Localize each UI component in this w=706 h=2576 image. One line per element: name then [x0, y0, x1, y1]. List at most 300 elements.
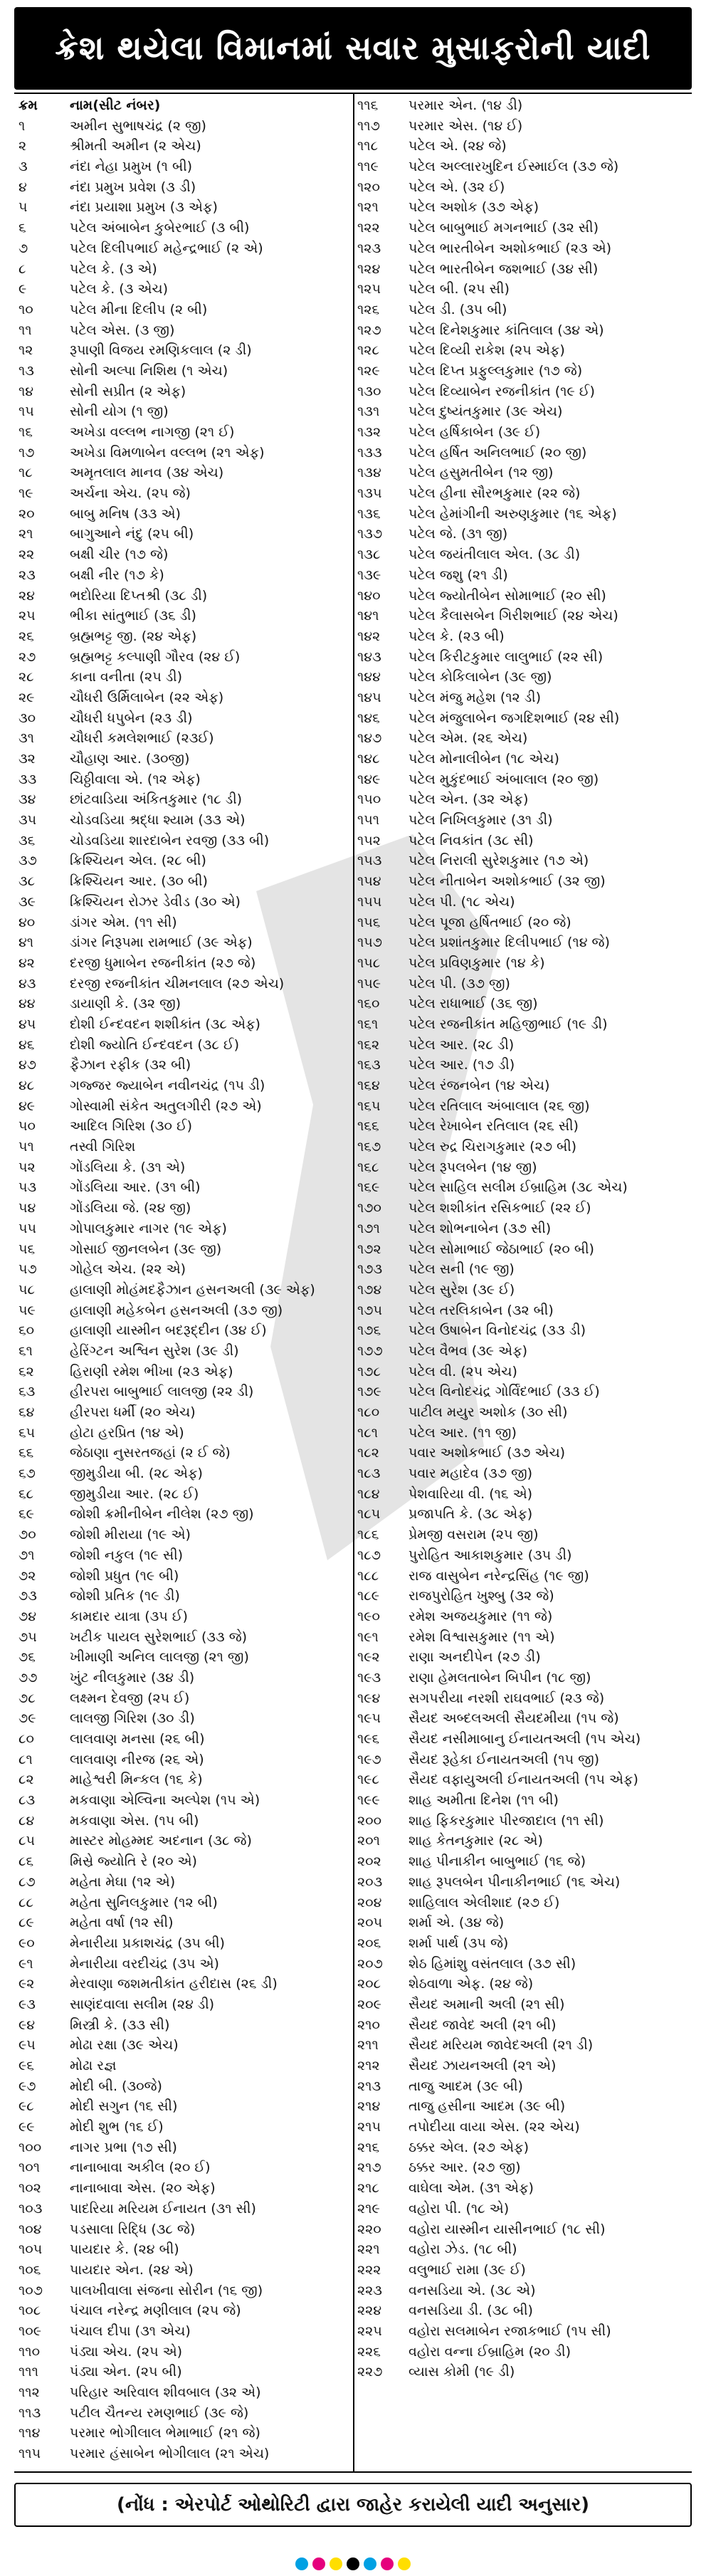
list-item: [357, 1586, 687, 1607]
serial-number: ૨૦૯: [357, 1996, 381, 2012]
list-item: [357, 2239, 687, 2260]
list-item: [357, 1484, 687, 1505]
serial-number: ૬૪: [19, 1404, 35, 1420]
list-item: [357, 1688, 687, 1709]
list-item: [357, 1055, 687, 1076]
serial-number: ૬૫: [19, 1424, 36, 1441]
list-item: [19, 1893, 349, 1913]
serial-number: ૧૮૨: [357, 1445, 379, 1461]
serial-number: ૧૩૭: [357, 526, 383, 542]
passenger-name: સૈયદ રૂહેકા ઈનાયતઅલી (૧૫ જી): [409, 1751, 600, 1767]
list-item: [19, 382, 349, 402]
serial-number: ૭૦: [19, 1527, 36, 1543]
serial-number: ૭૨: [19, 1567, 36, 1584]
list-item: [357, 218, 687, 238]
registration-dot: [398, 2557, 411, 2570]
serial-number: ૯૬: [19, 2058, 34, 2073]
serial-number: ૧૮: [19, 465, 33, 481]
list-item: [357, 2301, 687, 2321]
serial-number: ૧૬: [19, 424, 33, 440]
serial-number: ૧૯: [19, 485, 33, 502]
serial-number: ૯૪: [19, 2017, 36, 2033]
list-item: [19, 1729, 349, 1750]
serial-number: ૨૦૨: [357, 1854, 381, 1870]
passenger-name: પટેલ જશુ (૨૧ ડી): [409, 567, 508, 583]
serial-number: ૧૧૯: [357, 159, 379, 175]
list-item: [357, 1525, 687, 1545]
passenger-name: મકવાણા એસ. (૧૫ બી): [70, 1812, 199, 1829]
passenger-name: ચૌધરી કમલેશભાઈ (૨૩ઈ): [70, 730, 214, 747]
list-item: [19, 1831, 349, 1851]
serial-number: ૧૫૬: [357, 914, 381, 930]
list-item: [357, 1239, 687, 1260]
list-item: [357, 2117, 687, 2138]
passenger-name: રાણા હેમલતાબેન બિપીન (૧૮ જી): [409, 1669, 591, 1686]
list-item: [357, 1954, 687, 1975]
list-item: [19, 565, 349, 586]
serial-number: ૭૬: [19, 1649, 36, 1666]
passenger-name: દરજી રજનીકાંત ચીમનલાલ (૨૭ એચ): [70, 975, 285, 992]
passenger-name: ચૌધરી ધપુબેન (૨૩ ડી): [70, 710, 193, 726]
list-item: [19, 483, 349, 504]
list-item: [19, 1545, 349, 1566]
list-item: [357, 177, 687, 198]
passenger-name: વહોરા સલમાબેન રજાકભાઈ (૧૫ સી): [409, 2323, 611, 2339]
passenger-name: તસ્વી ગિરિશ: [70, 1139, 136, 1155]
passenger-name: હીરપરા બાબુભાઈ લાલજી (૨૨ ડી): [70, 1384, 254, 1400]
serial-number: ૧૮૦: [357, 1404, 380, 1420]
serial-number: ૧૩૬: [357, 505, 381, 522]
list-item: [357, 2035, 687, 2056]
list-item: [19, 1382, 349, 1402]
serial-number: ૭૫: [19, 1629, 37, 1645]
passenger-name: પટેલ મોનાલીબેન (૧૮ એચ): [409, 751, 559, 767]
passenger-name: અર્ચના એચ. (૨૫ જે): [70, 485, 191, 502]
list-item: [19, 953, 349, 974]
serial-number: ૧૮૩: [357, 1466, 381, 1482]
passenger-name: વાઘેલા એમ. (૩૧ એફ): [409, 2180, 534, 2197]
list-item: [19, 1076, 349, 1096]
passenger-name: ગોંડલિયા કે. (૩૧ એ): [70, 1159, 186, 1175]
passenger-name: પટેલ રેખાબેન રતિલાલ (૨૬ સી): [409, 1118, 579, 1135]
list-item: [19, 177, 349, 198]
passenger-name: પટેલ બાબુભાઈ મગનભાઈ (૩૨ સી): [409, 220, 599, 236]
serial-number: ૫૨: [19, 1159, 36, 1175]
serial-number: ૨: [19, 138, 27, 154]
serial-number: ૧૩૦: [357, 383, 381, 399]
serial-number: ૧૩૯: [357, 567, 381, 583]
passenger-name: ડાયાણી કે. (૩૨ જી): [70, 996, 181, 1012]
serial-number: ૮: [19, 261, 26, 277]
serial-number: ૧૪૦: [357, 587, 381, 604]
list-item: [19, 1157, 349, 1178]
passenger-name: વલુભાઈ રામા (૩૯ ઈ): [409, 2261, 526, 2278]
serial-number: ૧૪૮: [357, 751, 380, 767]
serial-number: ૭૧: [19, 1547, 35, 1563]
list-item: [357, 831, 687, 851]
passenger-name: રાજપુરોહિત ખુશ્બુ (૩૨ જે): [409, 1588, 554, 1604]
serial-number: ૫૩: [19, 1179, 37, 1196]
list-item: [19, 831, 349, 851]
serial-number: ૧૧૬: [357, 98, 379, 113]
passenger-name: પડસાલા રિદ્ધિ (૩૮ જે): [70, 2221, 196, 2237]
list-item: [357, 1320, 687, 1341]
passenger-name: વ્યાસ કોમી (૧૯ ડી): [409, 2364, 515, 2380]
passenger-name: ગોસ્વામી સંકેત અતુલગીરી (૨૭ એ): [70, 1098, 262, 1114]
serial-number: ૧૫૫: [357, 893, 382, 910]
passenger-name: પુરોહિત આકાશકુમાર (૩૫ ડી): [409, 1547, 572, 1563]
serial-number: ૧૫૦: [357, 792, 381, 808]
passenger-name: પટેલ સોમાભાઈ જેઠાભાઈ (૨૦ બી): [409, 1241, 594, 1257]
list-item: [19, 789, 349, 810]
list-item: [357, 524, 687, 545]
passenger-name: રાજ વાસુબેન નરેન્દ્રસિંહ (૧૯ જી): [409, 1567, 589, 1584]
serial-number: ૯૩: [19, 1996, 36, 2012]
serial-number: ૧૩: [19, 362, 34, 379]
list-item: [19, 1055, 349, 1076]
passenger-name: ક્રિશ્ચિયન રોઝર ડેવીડ (૩૦ એ): [70, 893, 241, 910]
serial-number: ૭૭: [19, 1669, 38, 1686]
list-item: [19, 749, 349, 769]
serial-number: ૨૦૬: [357, 1935, 381, 1951]
passenger-name: પાયદાર કે. (૨૪ બી): [70, 2241, 179, 2258]
serial-number: ૪૬: [19, 1036, 35, 1053]
list-item: [19, 1607, 349, 1627]
list-item: [19, 401, 349, 422]
passenger-name: પટેલ અલ્લારખુદિન ઈસ્માઈલ (૩૭ જે): [409, 159, 619, 175]
serial-number: ૬૩: [19, 1384, 36, 1400]
serial-number: ૧૪૨: [357, 628, 381, 644]
list-item: [19, 810, 349, 831]
passenger-name: પટેલ અંબાબેન કુબેરભાઈ (૩ બી): [70, 220, 250, 236]
registration-dot: [364, 2557, 376, 2570]
passenger-name: ચિઠ્ઠીવાલા એ. (૧૨ એફ): [70, 771, 201, 787]
passenger-name: પાયદાર એન. (૨૪ એ): [70, 2261, 194, 2278]
passenger-name: પટેલ હર્ષિકાબેન (૩૯ ઈ): [409, 424, 541, 440]
list-item: [357, 1872, 687, 1893]
passenger-name: ઠક્કર એલ. (૨૭ એફ): [409, 2139, 529, 2155]
passenger-name: પટેલ રંજનબેન (૧૪ એચ): [409, 1078, 550, 1093]
passenger-name: સૈયદ વફાયુઅલી ઈનાયતઅલી (૧૫ એફ): [409, 1772, 638, 1788]
passenger-name: પટેલ સાહિલ સલીમ ઈબ્રાહિમ (૩૮ એચ): [409, 1179, 628, 1196]
passenger-name: વહોરા યાસ્મીન યાસીનભાઈ (૧૮ સી): [409, 2221, 606, 2237]
serial-number: ૨૨૪: [357, 2303, 382, 2319]
passenger-name: પટેલ પી. (૧૮ એચ): [409, 893, 515, 910]
serial-number: ૧૯૬: [357, 1731, 380, 1747]
passenger-name: આદિલ ગિરિશ (૩૦ ઈ): [70, 1118, 193, 1135]
list-item: [357, 2056, 687, 2076]
passenger-name: પટેલ રજનીકાંત મહિજીભાઈ (૧૯ ડી): [409, 1016, 608, 1032]
passenger-name: મેનારીયા પ્રકાશચંદ્ર (૩૫ બી): [70, 1935, 225, 1951]
serial-number: ૧૫૮: [357, 955, 381, 971]
passenger-name: દરજી ધુમાબેન રજનીકાંત (૨૭ જે): [70, 955, 256, 971]
serial-number: ૨૧૯: [357, 2200, 380, 2217]
list-item: [357, 259, 687, 280]
serial-number: ૨૧૩: [357, 2078, 381, 2094]
passenger-name: હાલાણી યાસ્મીન બદરૂદ્દીન (૩૪ ઈ): [70, 1323, 267, 1339]
serial-number: ૨૯: [19, 689, 35, 705]
serial-number: ૫૯: [19, 1302, 36, 1318]
list-item: [19, 1688, 349, 1709]
serial-number: ૧૮૯: [357, 1588, 380, 1604]
serial-number: ૨૨૨: [357, 2261, 381, 2278]
serial-number: ૫૧: [19, 1139, 34, 1155]
list-item: [357, 2157, 687, 2178]
list-item: [19, 1647, 349, 1668]
passenger-name: શાહ રૂપલબેન પીનાકીનભાઈ (૧૬ એચ): [409, 1873, 621, 1890]
list-item: [19, 2444, 349, 2464]
passenger-name: પંડ્યા એન. (૨૫ બી): [70, 2364, 182, 2380]
serial-number: ૧૭૯: [357, 1384, 381, 1400]
list-item: [357, 994, 687, 1014]
serial-number: ૧૧૭: [357, 117, 380, 134]
list-item: [19, 116, 349, 137]
passenger-name: તાજુ હસીના આદમ (૩૯ બી): [409, 2098, 566, 2115]
list-item: [19, 1423, 349, 1444]
list-item: [357, 871, 687, 892]
passenger-name: પટેલ રૂપલબેન (૧૪ જી): [409, 1159, 537, 1175]
passenger-name: શર્મા એ. (૩૪ જે): [409, 1915, 505, 1931]
passenger-name: શાહ અમીતા દિનેશ (૧૧ બી): [409, 1792, 559, 1809]
list-item: [357, 1607, 687, 1627]
passenger-name: બાબુ મનિષ (૩૩ એ): [70, 505, 181, 522]
passenger-name: લક્ષ્મન દેવજી (૨૫ ઈ): [70, 1690, 190, 1706]
serial-number: ૧૯૪: [357, 1690, 381, 1706]
list-item: [357, 1116, 687, 1137]
passenger-name: પ્રજાપતિ કે. (૩૮ એફ): [409, 1506, 533, 1523]
passenger-name: પટેલ દિવ્યાબેન રજનીકાંત (૧૯ ઈ): [409, 383, 595, 399]
serial-number: ૬૭: [19, 1466, 36, 1482]
list-item: [19, 2096, 349, 2117]
serial-number: ૯૨: [19, 1976, 35, 1992]
passenger-name: સોની યોગ (૧ જી): [70, 404, 169, 420]
passenger-name: ગજ્જર જ્યાબેન નવીનચંદ્ર (૧૫ ડી): [70, 1078, 265, 1093]
serial-number: ૧૯૫: [357, 1710, 381, 1727]
left-column: [14, 94, 353, 2471]
list-item: [357, 1974, 687, 1994]
passenger-name: શાહિલાલ એલીશાદ (૨૭ ઈ): [409, 1894, 560, 1910]
serial-number: ૧૫૩: [357, 853, 382, 869]
list-item: [357, 382, 687, 402]
serial-number: ૧૮૬: [357, 1527, 379, 1543]
serial-number: ૧૨૩: [357, 240, 381, 256]
list-item: [19, 892, 349, 913]
list-item: [19, 2015, 349, 2036]
list-item: [19, 443, 349, 463]
serial-number: ૨૫: [19, 608, 36, 624]
passenger-name: હેરિંગ્ટન અશ્વિન સુરેશ (૩૯ ડી): [70, 1342, 239, 1359]
serial-number: ૨૨૩: [357, 2282, 382, 2298]
list-item: [19, 1668, 349, 1688]
list-item: [357, 2178, 687, 2199]
list-item: [19, 238, 349, 259]
passenger-name: પટેલ સુરેશ (૩૯ ઈ): [409, 1281, 515, 1298]
serial-number: ૩૭: [19, 853, 37, 869]
list-item: [19, 340, 349, 361]
passenger-name: પટેલ નિવકાંત (૩૮ સી): [409, 832, 534, 848]
passenger-name: પટેલ દિવ્યી રાકેશ (૨૫ એફ): [409, 342, 565, 359]
passenger-name: હોટા હરપ્રિત (૧૪ એ): [70, 1424, 184, 1441]
list-item: [357, 1566, 687, 1587]
serial-number: ૧૦: [19, 301, 33, 317]
list-item: [357, 892, 687, 913]
passenger-name: વહોરા વન્ના ઈબ્રાહિમ (૨૦ ડી): [409, 2343, 571, 2360]
passenger-name: પટેલ પૂજા હર્ષિતભાઈ (૨૦ જે): [409, 914, 571, 930]
serial-number: ૨૦૧: [357, 1833, 380, 1849]
serial-number: ૬૧: [19, 1342, 33, 1359]
list-item: [19, 1484, 349, 1505]
passenger-name: બ્રહ્મભટ્ટ કલ્પાણી ગૌરવ (૨૪ ઈ): [70, 648, 241, 665]
list-item: [357, 238, 687, 259]
passenger-name: દોશી જ્યોતિ ઈન્દવદન (૩૮ ઈ): [70, 1036, 240, 1053]
passenger-name: પટેલ વી. (૨૫ એચ): [409, 1363, 517, 1379]
serial-number: ૧૯૮: [357, 1772, 380, 1788]
passenger-name: સોની અલ્પા નિશિથ (૧ એચ): [70, 362, 228, 379]
serial-number: ૪૯: [19, 1098, 36, 1114]
list-item: [357, 1913, 687, 1933]
serial-number: ૧૧૫: [19, 2446, 41, 2462]
list-item: [19, 259, 349, 280]
passenger-name: મોદી સગુન (૧૬ સી): [70, 2098, 178, 2115]
list-item: [19, 504, 349, 525]
list-item: [357, 1933, 687, 1954]
passenger-name: પટેલ જે. (૩૧ જી): [409, 526, 508, 542]
list-item: [357, 749, 687, 769]
passenger-name: બ્રહ્મભટ્ટ જી. (૨૪ એફ): [70, 628, 197, 644]
passenger-name: ફૈઝાન રફીક (૩૨ બી): [70, 1057, 191, 1073]
list-item: [357, 2281, 687, 2301]
serial-number: ૩૮: [19, 873, 36, 890]
passenger-name: પટેલ શોભનાબેન (૩૭ સી): [409, 1220, 552, 1236]
serial-number: ૨૦૪: [357, 1894, 382, 1910]
passenger-name: પટેલ હેમાંગીની અરુણકુમાર (૧૬ એફ): [409, 505, 617, 522]
list-item: [357, 688, 687, 708]
passenger-name: જીમુડીયા આર. (૨૮ ઈ): [70, 1486, 199, 1502]
passenger-name: પટેલ એ. (૨૪ જે): [409, 138, 507, 154]
serial-number: ૩૯: [19, 893, 36, 910]
passenger-name: ચોડવડિયા શ્રદ્ધા શ્યામ (૩૩ એ): [70, 812, 246, 829]
list-item: [357, 708, 687, 729]
serial-number: ૮૬: [19, 1854, 34, 1870]
passenger-name: અમીન સુભાષચંદ્ર (૨ જી): [70, 117, 206, 134]
list-item: [357, 2199, 687, 2219]
list-item: [357, 361, 687, 382]
list-item: [357, 1137, 687, 1157]
passenger-name: પટેલ હર્ષિત અનિલભાઈ (૨૦ જી): [409, 444, 587, 461]
list-item: [357, 647, 687, 668]
passenger-name: ગોંડલિયા આર. (૩૧ બી): [70, 1179, 201, 1196]
passenger-name: પટેલ કોકિલાબેન (૩૯ જી): [409, 669, 552, 685]
list-item: [19, 197, 349, 218]
passenger-name: જોશી મીરાયા (૧૯ એ): [70, 1527, 191, 1543]
serial-number: ૧૩૧: [357, 404, 380, 420]
passenger-name: પટેલ પ્રશાંતકુમાર દિલીપભાઈ (૧૪ જે): [409, 935, 610, 951]
passenger-name: પટેલ મુકુંદભાઈ અંબાલાલ (૨૦ જી): [409, 771, 599, 787]
list-item: [19, 1790, 349, 1811]
serial-number: ૧૭૩: [357, 1261, 383, 1278]
serial-number: ૧૧૧: [19, 2364, 38, 2380]
serial-number: ૧૮૪: [357, 1486, 380, 1502]
passenger-name: શાહ કેતનકુમાર (૨૮ એ): [409, 1833, 543, 1849]
passenger-name: પટેલ આર. (૧૭ ડી): [409, 1057, 515, 1073]
serial-number: ૩૩: [19, 771, 37, 787]
passenger-name: ક્રિશ્ચિયન આર. (૩૦ બી): [70, 873, 208, 890]
passenger-name: શર્મા પાર્થ (૩૫ જે): [409, 1935, 509, 1951]
passenger-name: પંડ્યા એચ. (૨૫ એ): [70, 2343, 183, 2360]
serial-number: ૧૯૧: [357, 1629, 379, 1645]
list-item: [357, 1994, 687, 2015]
serial-number: ૬૦: [19, 1323, 35, 1339]
serial-number: ૧૩૨: [357, 424, 381, 440]
serial-number: ૪૪: [19, 996, 36, 1012]
list-item: [19, 586, 349, 606]
passenger-name: શેઠ હિમાંશુ વસંતલાલ (૩૭ સી): [409, 1955, 576, 1972]
passenger-name: રાણા અનદીપેન (૨૭ ડી): [409, 1649, 541, 1666]
passenger-name: વહોરા પી. (૧૮ એ): [409, 2200, 510, 2217]
passenger-name: મોદી શુભ (૧૬ ઈ): [70, 2119, 164, 2135]
passenger-name: હિરાણી રમેશ ભીખા (૨૩ એફ): [70, 1363, 233, 1379]
list-item: [357, 197, 687, 218]
serial-number: ૧૬૫: [357, 1098, 381, 1114]
list-item: [19, 1300, 349, 1321]
list-item: [357, 1627, 687, 1648]
passenger-name: તપોદીયા વાયા એસ. (૨૨ એચ): [409, 2119, 580, 2135]
serial-number: ૨૦૫: [357, 1915, 383, 1931]
passenger-name: મિસ્ત્રી કે. (૩૩ સી): [70, 2017, 170, 2033]
passenger-name: પંચાલ નરેન્દ્ર મણીલાલ (૨૫ જે): [70, 2303, 241, 2319]
list-item: [19, 361, 349, 382]
list-item: [19, 1198, 349, 1219]
passenger-name: પટેલ મંજુલાબેન જગદિશભાઈ (૨૪ સી): [409, 710, 620, 726]
serial-number: ૨૦૩: [357, 1873, 383, 1890]
passenger-name: જોશી ક્રમીનીબેન નીલેશ (૨૭ જી): [70, 1506, 254, 1523]
list-item: [357, 422, 687, 443]
passenger-name: પાલખીવાલા સંજના સોરીન (૧૬ જી): [70, 2282, 263, 2298]
passenger-name: પટેલ દિપ્ત પ્રફુલ્લકુમાર (૧૭ જે): [409, 362, 583, 379]
serial-number: ૧૨૮: [357, 342, 379, 359]
serial-number: ૪૮: [19, 1078, 35, 1093]
passenger-name: માહેશ્વરી મિન્કલ (૧૬ કે): [70, 1772, 203, 1788]
passenger-name: શ્રીમતી અમીન (૨ એચ): [70, 138, 201, 154]
passenger-name: મહેતા સુનિલકુમાર (૧૨ બી): [70, 1894, 218, 1910]
passenger-name: ભદોરિયા દિપ્તશ્રી (૩૮ ડી): [70, 587, 208, 604]
list-item: [357, 300, 687, 320]
list-item: [357, 1362, 687, 1382]
passenger-name: ખુંટ નીલકુમાર (૩૪ ડી): [70, 1669, 195, 1686]
list-item: [19, 279, 349, 300]
header-name-label: નામ(સીટ નંબર): [70, 98, 161, 113]
serial-number: ૧૦૫: [19, 2241, 43, 2258]
passenger-name: માસ્ટર મોહમ્મદ અદનાન (૩૮ જે): [70, 1833, 252, 1849]
passenger-name: પટેલ કે. (૨૩ બી): [409, 628, 505, 644]
list-item: [19, 1320, 349, 1341]
list-item: [357, 1750, 687, 1770]
list-item: [19, 708, 349, 729]
list-item: [357, 2260, 687, 2281]
list-item: [357, 851, 687, 871]
passenger-name: નંદા પ્રયાશા પ્રમુખ (૩ એફ): [70, 199, 218, 216]
list-item: [19, 1750, 349, 1770]
serial-number: ૯૭: [19, 2078, 36, 2094]
list-item: [19, 871, 349, 892]
passenger-name: પટેલ જયંતીલાલ એલ. (૩૮ ડી): [409, 547, 581, 563]
list-item: [357, 606, 687, 626]
serial-number: ૧૪: [19, 383, 34, 399]
serial-number: ૧૦૪: [19, 2221, 42, 2237]
passenger-name: પટેલ તરલિકાબેન (૩૨ બી): [409, 1302, 554, 1318]
serial-number: ૭૮: [19, 1690, 36, 1706]
serial-number: ૧૪૯: [357, 771, 381, 787]
